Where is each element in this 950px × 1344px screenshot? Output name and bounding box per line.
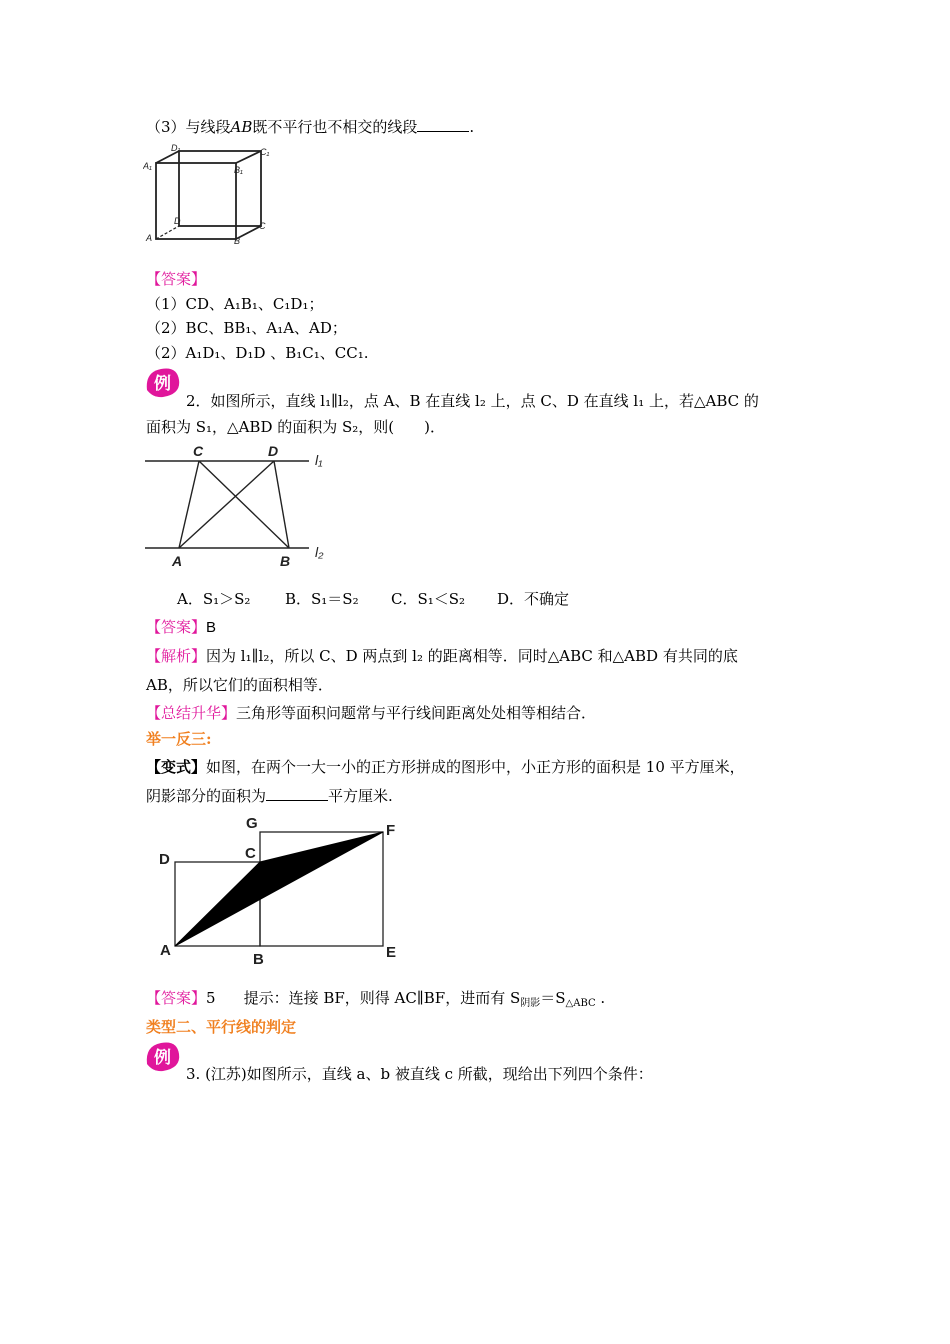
label-A1: A₁ [143, 161, 152, 171]
answer1-tag: 【答案】 [146, 270, 207, 288]
svg-text:例: 例 [154, 374, 171, 393]
label-A: A [160, 942, 171, 959]
label-G: G [246, 815, 258, 832]
q3-text: （3）与线段AB既不平行也不相交的线段 . [146, 118, 475, 136]
option-a: A．S₁＞S₂ [177, 590, 251, 608]
label-A: A [146, 233, 153, 243]
label-E: E [386, 944, 397, 961]
label-B1: B₁ [234, 165, 243, 175]
label-D: D [174, 216, 181, 226]
variant-blank [266, 786, 328, 801]
example-badge-icon [143, 1040, 183, 1074]
cube-figure [143, 143, 278, 248]
type2-heading: 类型二、平行线的判定 [146, 1018, 297, 1036]
practice-heading: 举一反三: [146, 730, 212, 748]
example-badge-icon [143, 366, 183, 400]
label-D1: D₁ [171, 143, 181, 153]
cube-front-face [156, 163, 236, 239]
shaded-region [175, 832, 383, 946]
answer3: 【答案】5 提示：连接 BF，则得 AC∥BF，进而有 $S_{阴影}=S_{\triangle ABC}$ . [146, 989, 606, 1009]
label-C1: C₁ [260, 147, 270, 157]
two-squares-figure [155, 812, 405, 967]
answer-blank [417, 117, 469, 132]
answer1-line2: （2）BC、BB₁、A₁A、AD； [146, 319, 347, 337]
segment-ab: AB [230, 118, 253, 136]
label-D: D [268, 443, 279, 459]
label-B: B [253, 951, 264, 967]
label-C: C [193, 443, 204, 459]
answer2: 【答案】B [146, 618, 217, 636]
variant-line1: 【变式】如图，在两个一大一小的正方形拼成的图形中，小正方形的面积是 10 平方厘米， [146, 758, 745, 776]
summary2: 【总结升华】三角形等面积问题常与平行线间距离处处相等相结合． [146, 704, 597, 722]
label-C: C [259, 221, 266, 231]
answer1-line1: （1）CD、A₁B₁、C₁D₁； [146, 295, 324, 313]
option-b: B．S₁＝S₂ [285, 590, 359, 608]
variant-line2: 阴影部分的面积为 平方厘米. [146, 787, 393, 805]
analysis2-line1: 【解析】因为 l₁∥l₂，所以 C、D 两点到 l₂ 的距离相等．同时△ABC 和△ABD 有共同的底 [146, 647, 738, 665]
label-C: C [245, 845, 256, 862]
label-l2: l₂ [315, 544, 324, 560]
label-F: F [386, 822, 396, 839]
label-l1: l₁ [315, 452, 323, 468]
label-B: B [234, 236, 241, 246]
label-B: B [280, 553, 291, 569]
option-d: D．不确定 [497, 590, 570, 608]
ex2-line1: 2．如图所示，直线 l₁∥l₂，点 A、B 在直线 l₂ 上，点 C、D 在直线 l₁ 上，若△ABC 的 [186, 392, 759, 410]
parallel-lines-figure [143, 440, 343, 575]
svg-text:例: 例 [154, 1048, 171, 1067]
analysis2-line2: AB，所以它们的面积相等． [146, 676, 333, 694]
label-A: A [172, 553, 183, 569]
answer1-line3: （2）A₁D₁、D₁D 、B₁C₁、CC₁. [146, 344, 369, 362]
option-c: C．S₁＜S₂ [391, 590, 466, 608]
label-D: D [159, 851, 170, 868]
ex3-text: 3. (江苏)如图所示，直线 a、b 被直线 c 所截，现给出下列四个条件： [186, 1065, 653, 1083]
ex2-line2: 面积为 S₁，△ABD 的面积为 S₂，则( )． [146, 418, 446, 436]
